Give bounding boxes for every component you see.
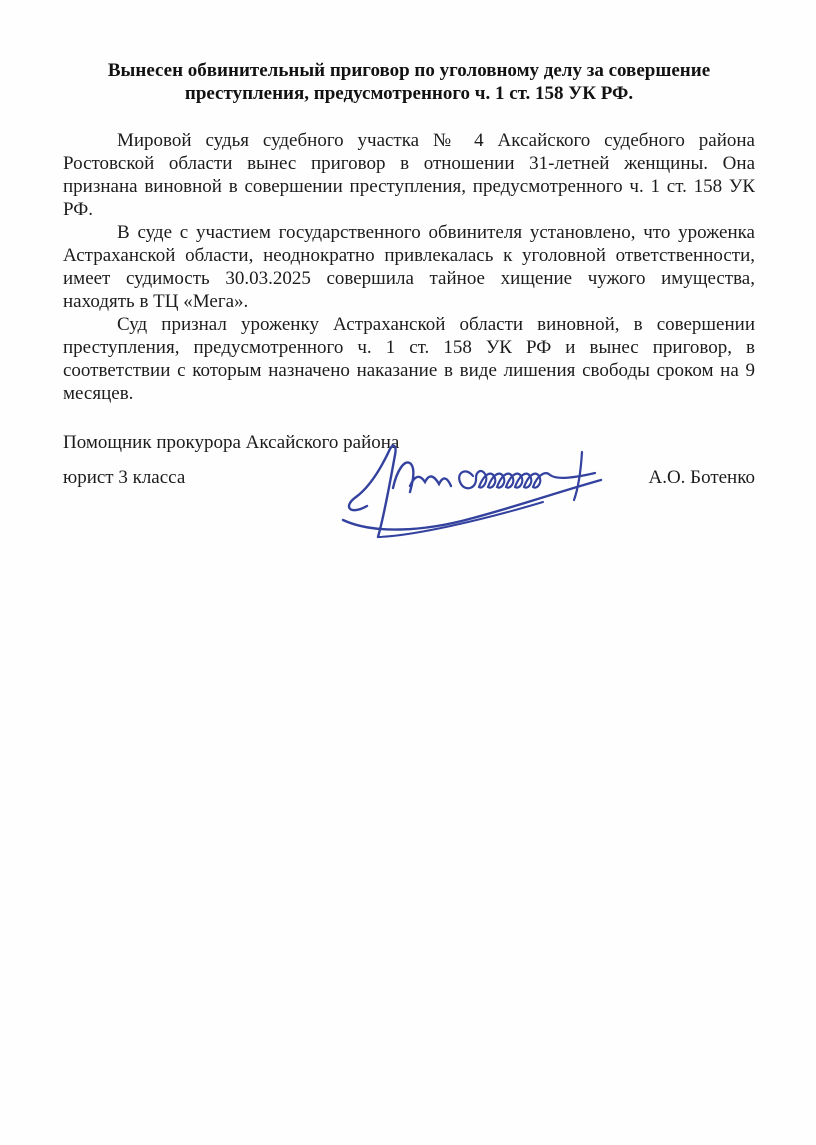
signature-stroke-underline2 xyxy=(378,502,543,537)
document-title: Вынесен обвинительный приговор по уголовному делу за совершение преступления, предусмотренного ч. 1 ст. 158 УК РФ. xyxy=(107,60,711,104)
paragraph-2: В суде с участием государственного обвинителя установлено, что уроженка Астраханской области, неоднократно привлекалась к уголовной ответственности, имеет судимость 30.03.2025 совершила тайное хищение чужого имущества, находять в ТЦ «Мега». xyxy=(63,222,755,312)
signoff-name: А.О. Ботенко xyxy=(648,467,755,488)
document-content xyxy=(63,59,755,489)
signoff-position-title: Помощник прокурора Аксайского района xyxy=(63,432,400,453)
signoff-block xyxy=(63,431,755,489)
paragraph-1: Мировой судья судебного участка № 4 Аксайского судебного района Ростовской области вынес приговор в отношении 31-летней женщины. Она признана виновной в совершении преступления, предусмотренного ч. 1 ст. 158 УК РФ. xyxy=(63,130,755,220)
signoff-rank: юрист 3 класса xyxy=(63,467,186,488)
paragraph-3: Суд признал уроженку Астраханской области виновной, в совершении преступления, предусмотренного ч. 1 ст. 158 УК РФ и вынес приговор, в соответствии с которым назначено наказание в виде лишения свободы сроком на 9 месяцев. xyxy=(63,314,755,404)
signoff-row xyxy=(63,466,755,489)
